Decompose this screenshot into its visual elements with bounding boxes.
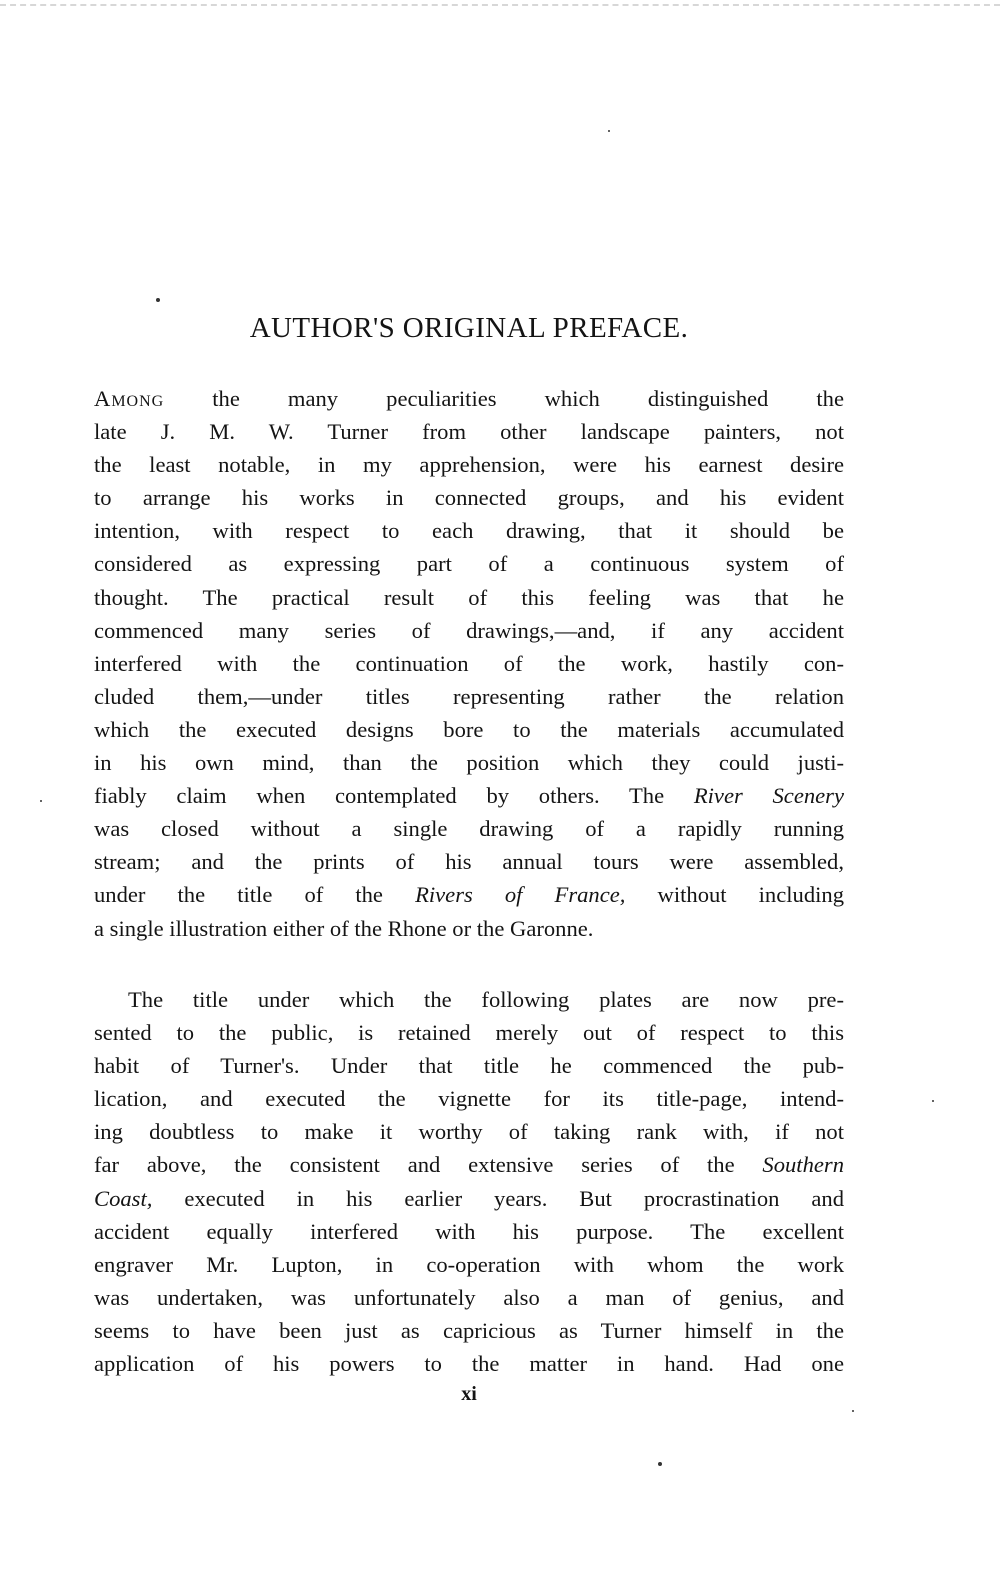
- italic-title: River Scenery: [693, 783, 845, 809]
- scan-edge-artifact: [0, 4, 1000, 9]
- text-line: late J. M. W. Turner from other landscape painters, not: [94, 419, 844, 445]
- paragraph-1: [94, 382, 844, 945]
- text-line: stream; and the prints of his annual tours were assembled,: [94, 849, 844, 875]
- italic-title: Coast,: [94, 1185, 153, 1211]
- scan-speck: [658, 1462, 662, 1466]
- text-line: seems to have been just as capricious as Turner himself in the: [94, 1317, 844, 1343]
- text-line: Among the many peculiarities which distinguished the: [94, 386, 844, 411]
- small-caps-lead-word: Among: [94, 386, 165, 411]
- text-line: which the executed designs bore to the materials accumulated: [94, 716, 844, 742]
- text-line: lication, and executed the vignette for its title-page, intend-: [94, 1086, 844, 1112]
- text-line: considered as expressing part of a continuous system of: [94, 551, 844, 577]
- scan-speck: [608, 130, 610, 132]
- text-line: in his own mind, than the position which they could justi-: [94, 750, 844, 776]
- scan-speck: [932, 1100, 934, 1102]
- text-line: to arrange his works in connected groups, and his evident: [94, 485, 844, 511]
- text-line: thought. The practical result of this feeling was that he: [94, 584, 844, 610]
- text-line: Coast, executed in his earlier years. But procrastination and: [94, 1185, 844, 1211]
- text-line: commenced many series of drawings,—and, if any accident: [94, 617, 844, 643]
- text-line: ing doubtless to make it worthy of taking rank with, if not: [94, 1119, 844, 1145]
- text-line: habit of Turner's. Under that title he commenced the pub-: [94, 1053, 844, 1079]
- text-line: interfered with the continuation of the work, hastily con-: [94, 650, 844, 676]
- text-line: under the title of the Rivers of France, without including: [94, 882, 844, 908]
- text-line: was undertaken, was unfortunately also a man of genius, and: [94, 1284, 844, 1310]
- text-line: application of his powers to the matter in hand. Had one: [94, 1351, 844, 1377]
- scan-speck: [852, 1410, 854, 1412]
- scan-speck: [40, 800, 42, 802]
- text-line: sented to the public, is retained merely out of respect to this: [94, 1020, 844, 1046]
- text-line: The title under which the following plates are now pre-: [128, 987, 844, 1012]
- text-line: cluded them,—under titles representing rather the relation: [94, 683, 844, 709]
- text-line: engraver Mr. Lupton, in co-operation with whom the work: [94, 1251, 844, 1277]
- text-line: fiably claim when contemplated by others. The River Scenery: [94, 783, 845, 809]
- text-line: the least notable, in my apprehension, were his earnest desire: [94, 452, 844, 478]
- page-title: AUTHOR'S ORIGINAL PREFACE.: [249, 312, 689, 344]
- paragraph-2: [94, 983, 844, 1380]
- text-line: a single illustration either of the Rhone or the Garonne.: [94, 915, 594, 941]
- text-line: intention, with respect to each drawing, that it should be: [94, 518, 844, 544]
- page-number: xi: [461, 1383, 477, 1405]
- text-line: accident equally interfered with his purpose. The excellent: [94, 1218, 844, 1244]
- italic-title: Rivers of France,: [415, 882, 626, 908]
- italic-title: Southern: [762, 1152, 844, 1178]
- scan-speck: [156, 298, 160, 302]
- text-line: was closed without a single drawing of a rapidly running: [94, 816, 844, 842]
- text-line: far above, the consistent and extensive series of the Southern: [94, 1152, 844, 1178]
